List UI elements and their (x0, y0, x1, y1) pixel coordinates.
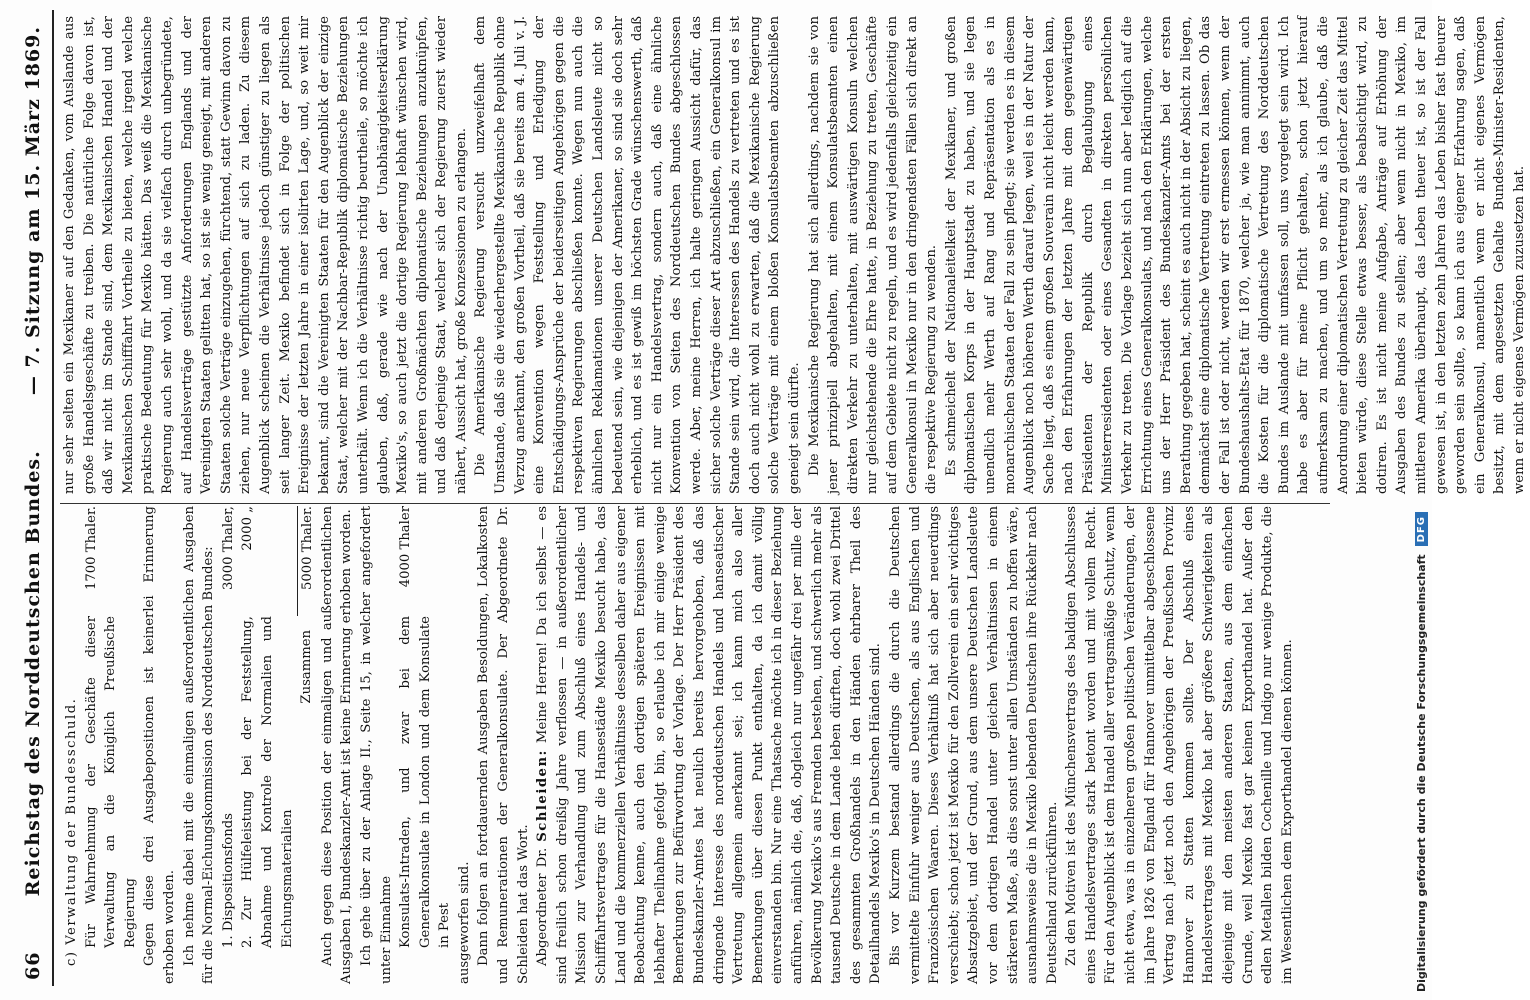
paragraph: Die Amerikanische Regierung versucht unzweifelhaft dem Umstande, daß sie die wiederhergestellte Mexikanische Republik ohne Verzug anerkannt, den großen Vortheil, daß sie bereits am 4. Juli v. J. eine Konvention wegen Feststellung und Erledigung der Entschädigungs-Ansprüche der beiderseitigen Angehörigen gegen die respektiven Regierungen abschließen konnte. Wegen nun auch die ähnlichen Reklamationen unserer Deutschen Landsleute nicht so bedeutend sein, wie diejenigen der Amerikaner, so sind sie doch sehr erheblich, und es ist gewiß im höchsten Grade wünschenswerth, daß nicht nur ein Handelsvertrag, sondern auch, daß eine ähnliche Konvention von Seiten des Norddeutschen Bundes abgeschlossen werde. Aber, meine Herren, ich halte geringen Aussicht dafür, das sicher solche Verträge dieser Art abzuschließen, ein Generalkonsul im Stande sein wird, die Interessen des Handels zu vertreten und es ist doch auch nicht wohl zu erwarten, daß die Mexikanische Regierung solche Verträge mit einem bloßen Konsulatsbeamten abzuschließen geneigt sein dürfte. (473, 16, 802, 494)
paragraph: Auch gegen diese Position der einmaligen und außerordentlichen Ausgaben I, Bundeskanzler-Amt ist keine Erinnerung erhoben worden. (319, 506, 355, 984)
account-amount: 3000 Thaler, (220, 506, 236, 590)
section-heading: c) Verwaltung der Bundesschuld. (64, 697, 79, 966)
sum-label: Zusammen (299, 630, 315, 704)
sum-line (297, 506, 318, 984)
right-text-column (60, 16, 1527, 494)
header-rule (52, 10, 54, 986)
sum-amount: 5000 Thaler. (297, 506, 318, 616)
account-line (219, 506, 239, 984)
paragraph: Gegen diese drei Ausgabepositionen ist keinerlei Erinnerung erhoben worden. (142, 506, 177, 984)
account-line (238, 506, 297, 984)
paragraph: Zu den Motiven ist des Münchensvertrags des baldigen Abschlusses eines Handelsvertrages stark betont worden und mit vollem Recht. Für den Augenblick ist dem Handel aller vertragsmäßige Schutz, wenn nicht etwa, was in einzelneren großen politischen Veränderungen, der im Jahre 1826 von England für Hannover unmittelbar abgeschlossene Vertrag nach jetzt noch den Angehörigen der Preußischen Provinz Hannover zu Statten kommen sollte. Der Abschluß eines Handelsvertrages mit Mexiko hat aber größere Schwierigkeiten als diejenige mit den meisten anderen Staaten, aus dem einfachen Grunde, weil Mexiko fast gar keinen Exporthandel hat. Außer den edlen Metallen bilden Cochenille und Indigo nur wenige Produkte, die im Wesentlichen dem Exporthandel dienen können. (1064, 506, 1295, 984)
session-title: — 7. Sitzung am 15. März 1869. (22, 26, 44, 396)
page-number: 66 (22, 951, 44, 980)
paragraph: Bis vor Kurzem bestand allerdings die durch die Deutschen vermittelte Einfuhr weniger aus Deutschen, als aus Englischen und Französischen Waaren. Dieses Verhältniß hat sich aber neuerdings verschiebt; schon jetzt ist Mexiko für den Zollverein ein sehr wichtiges Absatzgebiet, und der Grund, aus dem unsere Deutschen Landsleute vor dem dortigen Handel unter gleichen Verhältnissen in einem stärkeren Maße, als dies sonst unter allen Umständen zu hoffen wäre, ausnahmsweise die in Mexiko lebenden Deutschen ihre Rückkehr nach Deutschland zurückführen. (887, 506, 1060, 984)
credit-text: Digitalisierung gefördert durch die Deutsche Forschungsgemeinschaft (1414, 554, 1428, 992)
running-title: Reichstag des Norddeutschen Bundes. (22, 450, 44, 897)
paragraph: Die Mexikanische Regierung hat sich allerdings, nachdem sie von jener prinzipiell abgehalten, mit einem Konsulatsbeamten einen direkten Verkehr zu unterhalten, mit auswärtigen Konsuln welchen nur gleichstehende die Ehre hatte, in Beziehung zu treten, Geschäfte auf dem Gebiete nicht zu regeln, und es wird jedenfalls gleichzeitig ein Generalkonsul in Mexiko nur in den dringendsten Fällen sich direkt an die respektive Regierung zu wenden. (806, 16, 940, 494)
speech-paragraph (533, 506, 886, 984)
account-label: Konsulats-Intraden, und zwar bei dem Generalkonsulate in London und dem Konsulate in Pest (398, 616, 453, 948)
left-text-column (60, 506, 1330, 984)
paragraph: Dann folgen an fortdauernden Ausgaben Besoldungen, Lokalkosten und Remunerationen der Generalkonsulate. Der Abgeordnete Dr. Schleiden hat das Wort. (476, 506, 531, 984)
paragraph: Es schmeichelt der Nationaleitelkeit der Mexikaner, und großen diplomatischen Korps in der Hauptstadt zu haben, und sie legen unendlich mehr Werth auf Rang und Repräsentation als es in monarchischen Staaten der Fall zu sein pflegt; sie werden es in diesem Augenblick noch höheren Werth darauf legen, weil es in der Natur der Sache liegt, daß es einem großen Souverain nicht leicht werden kann, nach den Erfahrungen der letzten Jahre mit dem gegenwärtigen Präsidenten der Republik durch Beglaubigung eines Ministerresidenten oder eines Gesandten in direkten persönlichen Verkehr zu treten. Die Vorlage bezieht sich nun aber lediglich auf die Errichtung eines Generalkonsulats, und nach den Erklärungen, welche uns der Herr Präsident des Bundeskanzler-Amts bei der ersten Berathung gegeben hat, scheint es auch nicht in der Absicht zu liegen, demnächst eine diplomatische Vertretung eintreten zu lassen. Ob das der Fall ist oder nicht, werden wir erst ermessen können, wenn der Bundeshaushalts-Etat für 1870, welcher ja, wie man annimmt, auch die Kosten für die diplomatische Vertretung des Norddeutschen Bundes im Auslande mit umfassen soll, uns vorgelegt sein wird. Ich habe es aber für meine Pflicht gehalten, schon jetzt hierauf aufmerksam zu machen, und um so mehr, als ich glaube, daß die Anordnung einer diplomatischen Vertretung zu gleicher Zeit das Mittel bieten würde, diese Stelle etwas besser, als beabsichtigt wird, zu dotiren. Es ist nicht meine Aufgabe, Anträge auf Erhöhung der Ausgaben des Bundes zu stellen; aber wenn nicht in Mexiko, im mittleren Amerika überhaupt, das Leben theuer ist, so ist der Fall gewesen ist, in den letzten zehn Jahren das Leben bisher fast theurer geworden sein sollte, so kann ich aus eigener Erfahrung sagen, daß ein Generalkonsul, namentlich wenn er nicht eigenes Vermögen besitzt, mit dem angesetzten Gehalte Bundes-Minister-Residenten, wenn er nicht eigenes Vermögen zuzusetzen hat. (943, 16, 1527, 494)
account-label: 2. Zur Hülfeleistung bei der Feststellung, Abnahme und Kontrole der Normalien und Eichungsmaterialien (240, 616, 295, 948)
paragraph: ausgeworfen sind. (456, 861, 472, 984)
column-divider (60, 503, 1330, 504)
page-header (0, 0, 48, 1000)
speech-text: Meine Herren! Da ich selbst — es sind freilich schon dreißig Jahre verflossen — in außerordentlicher Mission zur Verhandlung und zum Abschluß eines Handels- und Schifffahrtsvertrages für die Hansestädte Mexiko besucht habe, das Land und die kommerziellen Verhältnisse desselben daher aus eigener Beobachtung kenne, auch den dortigen späteren Ereignissen mit lebhafter Theilnahme gefolgt bin, so erlaube ich mir einige wenige Bemerkungen zur Befürwortung der Vorlage. Der Herr Präsident des Bundeskanzler-Amtes hat neulich bereits hervorgehoben, daß das dringende Interesse des norddeutschen Handels und hanseatischer Vertretung allgemein anerkannt sei; ich kann mich also aller Bemerkungen über diesen Punkt enthalten, da ich damit völlig einverstanden bin. Nur eine Thatsache möchte ich in dieser Beziehung anführen, nämlich die, daß, obgleich nur ungefähr drei per mille der Bevölkerung Mexiko's aus Fremden bestehen, und schwerlich mehr als tausend Deutsche in dem Lande leben dürften, doch wohl zwei Drittel des gesammten Großhandels in den Händen ehrbarer Theil des Detailhandels Mexiko's in Deutschen Händen sind. (535, 506, 884, 984)
paragraph: Ich nehme dabei mit die einmaligen außerordentlichen Ausgaben für die Normal-Eichungskommission des Norddeutschen Bundes: (181, 506, 217, 984)
account-amount: 4000 Thaler (398, 506, 414, 588)
digitization-credit (1410, 8, 1432, 992)
account-line (82, 506, 141, 984)
paragraph: Ich gehe über zu der Anlage II., Seite 15, in welcher angefordert unter Einnahme (358, 506, 394, 984)
account-label: Für Wahrnehmung der Geschäfte dieser Verwaltung an die Königlich Preußische Regierung (83, 616, 138, 948)
account-amount: 1700 Thaler. (83, 506, 99, 590)
dfg-logo: DFG (1415, 512, 1428, 546)
speaker-intro: Abgeordneter Dr. (535, 847, 551, 966)
account-label: 1. Dispositionsfonds (220, 813, 236, 948)
account-amount: 2000 „ (240, 506, 256, 551)
account-line (396, 506, 455, 984)
speaker-name: Schleiden: (535, 749, 551, 842)
paragraph: nur sehr selten ein Mexikaner auf den Gedanken, vom Auslande aus große Handelsgeschäfte zu treiben. Die natürliche Folge davon ist, daß wir nicht im Stande sind, dem Mexikanischen Handel und der Mexikanischen Schifffahrt Vortheile zu bieten, welche irgend welche praktische Bedeutung für Mexiko hätten. Das weiß die Mexikanische Regierung auch sehr wohl, und da sie vielfach durch unbegründete, auf Handelsverträge gestützte Anforderungen Englands und der Vereinigten Staaten gelitten hat, so ist sie wenig geneigt, mit anderen Staaten solche Verträge einzugehen, fürchtend, statt Gewinn davon zu ziehen, nur neue Verpflichtungen auf sich zu laden. Zu diesem Augenblick scheinen die Verhältnisse jedoch günstiger zu liegen als seit langer Zeit. Mexiko befindet sich in Folge der politischen Ereignisse der letzten Jahre in einer isolirten Lage, und, so weit mir bekannt, sind die Vereinigten Staaten für den Augenblick der einzige Staat, welcher mit der Nachbar-Republik diplomatische Beziehungen unterhält. Wenn ich die Verhältnisse richtig beurtheile, so möchte ich glauben, daß, gerade wie nach der Unabhängigkeitserklärung Mexiko's, so auch jetzt die dortige Regierung lebhaft wünschen wird, mit anderen Großmächten diplomatische Beziehungen anzuknüpfen, und daß derjenige Staat, welcher sich der Regierung zuerst wieder nähert, Aussicht hat, große Konzessionen zu erlangen. (62, 16, 469, 494)
